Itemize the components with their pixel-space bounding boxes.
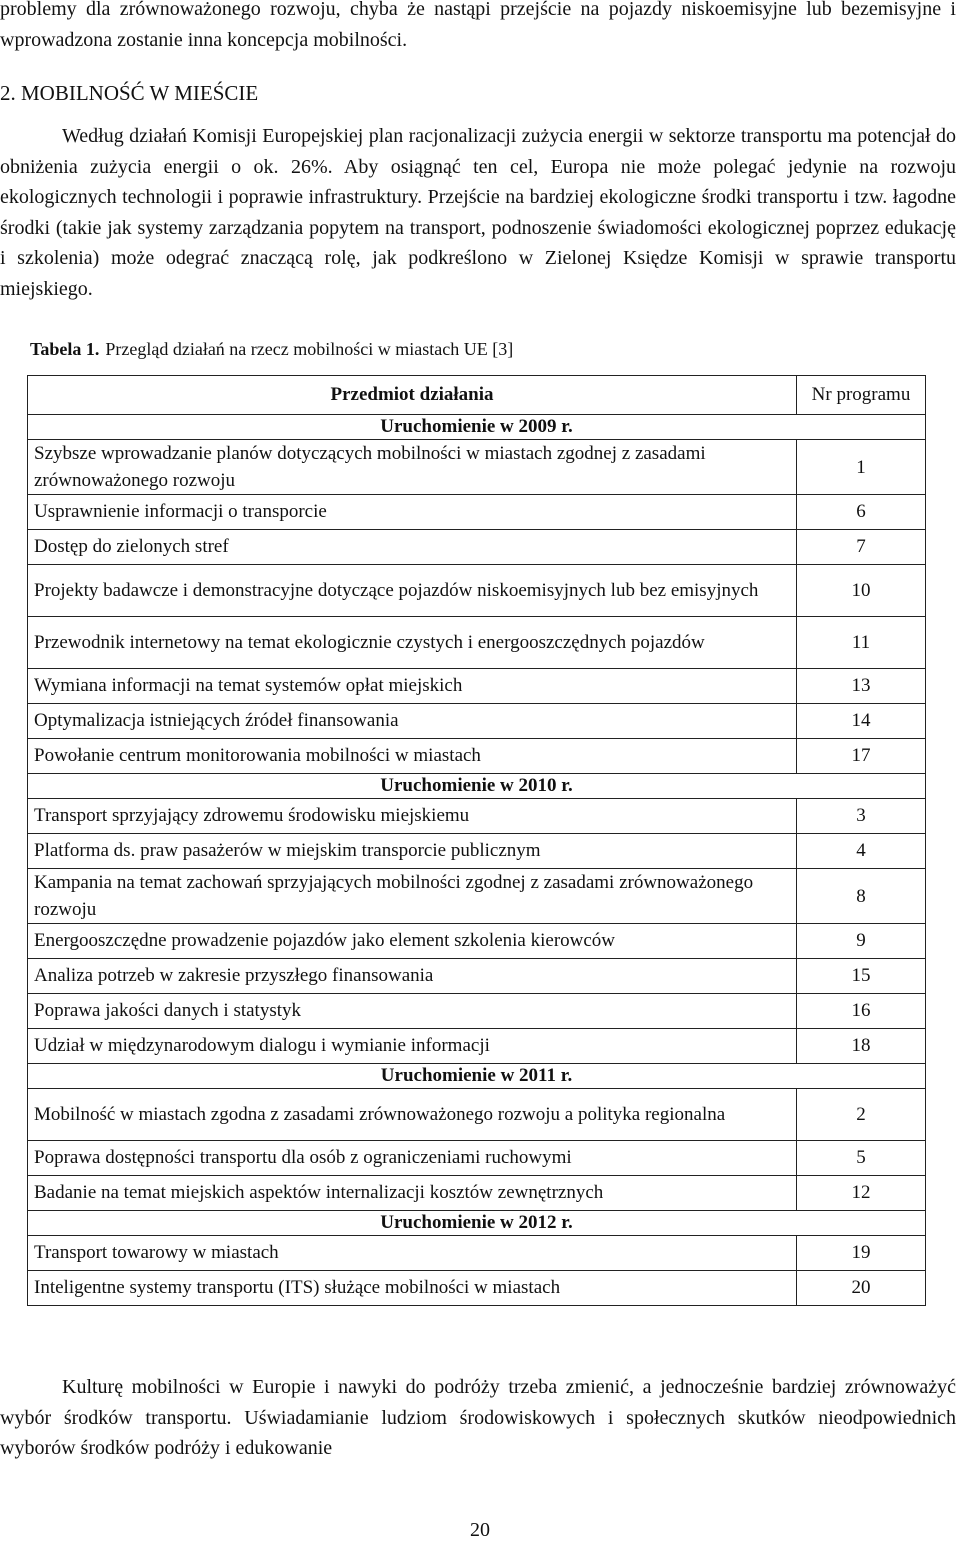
page-number: 20 bbox=[470, 1519, 490, 1541]
program-number-cell: 1 bbox=[797, 440, 926, 495]
program-number-cell: 4 bbox=[797, 834, 926, 869]
table-row bbox=[28, 1089, 926, 1141]
program-number-cell: 8 bbox=[797, 869, 926, 924]
action-cell: Kampania na temat zachowań sprzyjających mobilności zgodnej z zasadami zrównoważonego rozwoju bbox=[28, 869, 797, 924]
program-number-cell: 6 bbox=[797, 495, 926, 530]
table-row bbox=[28, 530, 926, 565]
action-cell: Platforma ds. praw pasażerów w miejskim transporcie publicznym bbox=[28, 834, 797, 869]
action-cell: Mobilność w miastach zgodna z zasadami zrównoważonego rozwoju a polityka regionalna bbox=[28, 1089, 797, 1141]
program-number-cell: 16 bbox=[797, 994, 926, 1029]
action-cell: Energooszczędne prowadzenie pojazdów jako element szkolenia kierowców bbox=[28, 924, 797, 959]
action-cell: Transport sprzyjający zdrowemu środowisku miejskiemu bbox=[28, 799, 797, 834]
program-number-cell: 10 bbox=[797, 565, 926, 617]
table-row bbox=[28, 565, 926, 617]
program-number-cell: 5 bbox=[797, 1141, 926, 1176]
action-cell: Dostęp do zielonych stref bbox=[28, 530, 797, 565]
action-cell: Szybsze wprowadzanie planów dotyczących mobilności w miastach zgodnej z zasadami zrównoważonego rozwoju bbox=[28, 440, 797, 495]
header-program: Nr programu bbox=[797, 376, 926, 415]
table-row bbox=[28, 1029, 926, 1064]
table-section-row bbox=[28, 1064, 926, 1089]
table-section-row bbox=[28, 1211, 926, 1236]
section-title: Uruchomienie w 2010 r. bbox=[28, 774, 926, 799]
table-section-row bbox=[28, 774, 926, 799]
program-number-cell: 9 bbox=[797, 924, 926, 959]
table-row bbox=[28, 1236, 926, 1271]
action-cell: Optymalizacja istniejących źródeł finansowania bbox=[28, 704, 797, 739]
program-number-cell: 11 bbox=[797, 617, 926, 669]
table-row bbox=[28, 440, 926, 495]
program-number-cell: 14 bbox=[797, 704, 926, 739]
table-row bbox=[28, 959, 926, 994]
action-cell: Powołanie centrum monitorowania mobilności w miastach bbox=[28, 739, 797, 774]
section-title: Uruchomienie w 2012 r. bbox=[28, 1211, 926, 1236]
table-row bbox=[28, 739, 926, 774]
table-row bbox=[28, 924, 926, 959]
table-row bbox=[28, 1141, 926, 1176]
program-number-cell: 7 bbox=[797, 530, 926, 565]
program-number-cell: 20 bbox=[797, 1271, 926, 1306]
action-cell: Poprawa dostępności transportu dla osób z ograniczeniami ruchowymi bbox=[28, 1141, 797, 1176]
section-heading: 2. MOBILNOŚĆ W MIEŚCIE bbox=[0, 81, 259, 105]
program-number-cell: 18 bbox=[797, 1029, 926, 1064]
program-number-cell: 17 bbox=[797, 739, 926, 774]
table-row bbox=[28, 834, 926, 869]
table-caption-label: Tabela 1. bbox=[30, 339, 100, 359]
body-paragraph: Według działań Komisji Europejskiej plan racjonalizacji zużycia energii w sektorze transportu ma potencjał do obniżenia zużycia energii o ok. 26%. Aby osiągnąć ten cel, Europa nie może polegać jedynie na rozwoju ekologicznych technologii i poprawie infrastruktury. Przejście na bardziej ekologiczne środki transportu i tzw. łagodne środki (takie jak systemy zarządzania popytem na transport, podnoszenie świadomości ekologicznej poprzez edukację i szkolenia) może odegrać znaczącą rolę, jak podkreślono w Zielonej Księdze Komisji w sprawie transportu miejskiego. bbox=[0, 125, 956, 300]
section-title: Uruchomienie w 2009 r. bbox=[28, 415, 926, 440]
table-row bbox=[28, 669, 926, 704]
action-cell: Poprawa jakości danych i statystyk bbox=[28, 994, 797, 1029]
program-number-cell: 3 bbox=[797, 799, 926, 834]
action-cell: Analiza potrzeb w zakresie przyszłego finansowania bbox=[28, 959, 797, 994]
action-cell: Badanie na temat miejskich aspektów internalizacji kosztów zewnętrznych bbox=[28, 1176, 797, 1211]
program-number-cell: 2 bbox=[797, 1089, 926, 1141]
table-row bbox=[28, 869, 926, 924]
table-row bbox=[28, 704, 926, 739]
section-title: Uruchomienie w 2011 r. bbox=[28, 1064, 926, 1089]
table-row bbox=[28, 1271, 926, 1306]
table-row bbox=[28, 799, 926, 834]
program-number-cell: 12 bbox=[797, 1176, 926, 1211]
table-row bbox=[28, 994, 926, 1029]
action-cell: Transport towarowy w miastach bbox=[28, 1236, 797, 1271]
table-row bbox=[28, 495, 926, 530]
action-cell: Udział w międzynarodowym dialogu i wymianie informacji bbox=[28, 1029, 797, 1064]
program-number-cell: 19 bbox=[797, 1236, 926, 1271]
table-row bbox=[28, 1176, 926, 1211]
intro-paragraph: problemy dla zrównoważonego rozwoju, chyba że nastąpi przejście na pojazdy niskoemisyjne lub bezemisyjne i wprowadzona zostanie inna koncepcja mobilności. bbox=[0, 0, 956, 51]
table-caption-text: Przegląd działań na rzecz mobilności w miastach UE [3] bbox=[105, 339, 514, 359]
table-section-row bbox=[28, 415, 926, 440]
table-row bbox=[28, 617, 926, 669]
action-cell: Przewodnik internetowy na temat ekologicznie czystych i energooszczędnych pojazdów bbox=[28, 617, 797, 669]
table-caption bbox=[30, 337, 513, 361]
header-action: Przedmiot działania bbox=[28, 376, 797, 415]
action-cell: Usprawnienie informacji o transporcie bbox=[28, 495, 797, 530]
table-header-row bbox=[28, 376, 926, 415]
program-number-cell: 15 bbox=[797, 959, 926, 994]
action-cell: Wymiana informacji na temat systemów opłat miejskich bbox=[28, 669, 797, 704]
program-number-cell: 13 bbox=[797, 669, 926, 704]
action-cell: Projekty badawcze i demonstracyjne dotyczące pojazdów niskoemisyjnych lub bez emisyjnych bbox=[28, 565, 797, 617]
closing-paragraph: Kulturę mobilności w Europie i nawyki do podróży trzeba zmienić, a jednocześnie bardziej zrównoważyć wybór środków transportu. Uświadamianie ludziom środowiskowych i społecznych skutków nieodpowiednich wyborów środków podróży i edukowanie bbox=[0, 1376, 956, 1459]
mobility-actions-table bbox=[27, 375, 926, 1306]
action-cell: Inteligentne systemy transportu (ITS) służące mobilności w miastach bbox=[28, 1271, 797, 1306]
